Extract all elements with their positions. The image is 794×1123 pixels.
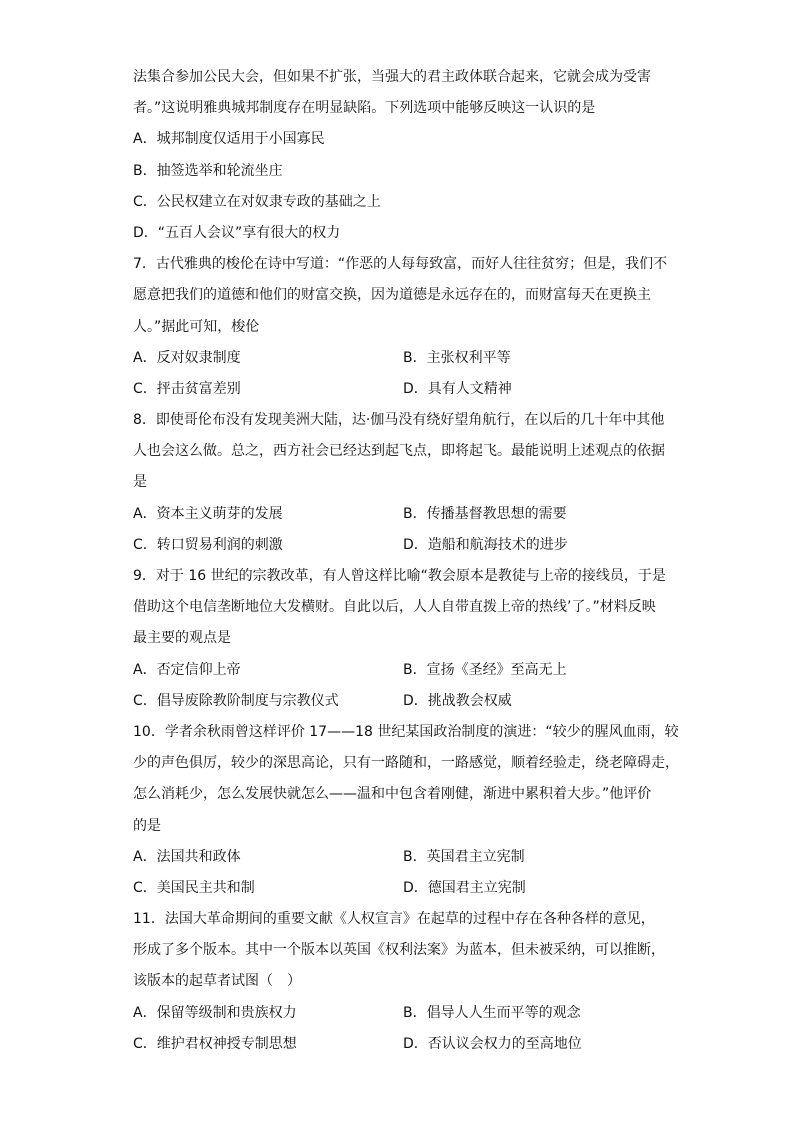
q6-option-b[interactable]: B．抽签选举和轮流坐庄 — [133, 162, 283, 179]
q7-stem-line: 人。”据此可知，梭伦 — [133, 318, 260, 335]
q7-option-d[interactable]: D．具有人文精神 — [403, 380, 512, 397]
q9-option-a[interactable]: A．否定信仰上帝 — [133, 661, 241, 678]
q10-stem-line: 的是 — [133, 817, 161, 834]
q6-option-c[interactable]: C．公民权建立在对奴隶专政的基础之上 — [133, 193, 381, 210]
q10-stem-line: 少的声色俱厉，较少的深思高论，只有一路随和，一路感觉，顺着经验走，绕老障碍走， — [133, 755, 679, 772]
q10-option-b[interactable]: B．英国君主立宪制 — [403, 848, 525, 865]
q11-option-c[interactable]: C．维护君权神授专制思想 — [133, 1035, 297, 1052]
q8-stem-line: 人也会这么做。总之，西方社会已经达到起飞点，即将起飞。最能说明上述观点的依据 — [133, 443, 665, 460]
q11-stem-line: 该版本的起草者试图（ ） — [133, 973, 301, 990]
q8-stem-line: 是 — [133, 474, 147, 491]
q10-options-row — [133, 873, 673, 904]
q10-stem-line: 怎么消耗少，怎么发展快就怎么——温和中包含着刚健，渐进中累积着大步。”他评价 — [133, 786, 652, 803]
q10-stem-line: 10．学者余秋雨曾这样评价 17——18 世纪某国政治制度的演进：“较少的腥风血雨，较 — [133, 723, 679, 740]
q9-option-c[interactable]: C．倡导废除教阶制度与宗教仪式 — [133, 692, 339, 709]
q11-option-d[interactable]: D．否认议会权力的至高地位 — [403, 1035, 582, 1052]
q7-stem-line: 愿意把我们的道德和他们的财富交换，因为道德是永远存在的，而财富每天在更换主 — [133, 287, 651, 304]
q7-options-row — [133, 374, 673, 405]
q7-option-c[interactable]: C．抨击贫富差别 — [133, 380, 241, 397]
q8-options-row — [133, 530, 673, 561]
q9-options-row — [133, 686, 673, 717]
q10-option-c[interactable]: C．美国民主共和制 — [133, 879, 255, 896]
q9-options-row — [133, 655, 673, 686]
q6-option-a[interactable]: A．城邦制度仅适用于小国寡民 — [133, 131, 325, 148]
q6-option-d[interactable]: D．“五百人会议”享有很大的权力 — [133, 224, 341, 241]
q8-options-row — [133, 499, 673, 530]
q11-option-b[interactable]: B．倡导人人生而平等的观念 — [403, 1004, 581, 1021]
q10-option-a[interactable]: A．法国共和政体 — [133, 848, 241, 865]
q8-option-a[interactable]: A．资本主义萌芽的发展 — [133, 505, 283, 522]
q10-options-row — [133, 842, 673, 873]
q8-option-d[interactable]: D．造船和航海技术的进步 — [403, 536, 568, 553]
q7-options-row — [133, 343, 673, 374]
q8-option-c[interactable]: C．转口贸易利润的刺激 — [133, 536, 283, 553]
q7-stem-line: 7．古代雅典的梭伦在诗中写道：“作恶的人每每致富，而好人往往贫穷；但是，我们不 — [133, 256, 668, 273]
q9-stem-line: 借助这个电信垄断地位大发横财。自此以后，人人自带直拨上帝的热线’了。”材料反映 — [133, 599, 656, 616]
q11-option-a[interactable]: A．保留等级制和贵族权力 — [133, 1004, 297, 1021]
q8-stem-line: 8．即使哥伦布没有发现美洲大陆，达·伽马没有绕好望角航行，在以后的几十年中其他 — [133, 412, 665, 429]
q6-stem-line: 者。”这说明雅典城邦制度存在明显缺陷。下列选项中能够反映这一认识的是 — [133, 100, 596, 117]
exam-page — [133, 62, 679, 1060]
q11-stem-line: 形成了多个版本。其中一个版本以英国《权利法案》为蓝本，但未被采纳，可以推断， — [133, 942, 665, 959]
q9-stem-line: 最主要的观点是 — [133, 630, 231, 647]
q9-stem-line: 9．对于 16 世纪的宗教改革，有人曾这样比喻“教会原本是教徒与上帝的接线员，于是 — [133, 568, 666, 584]
q11-stem-line: 11．法国大革命期间的重要文献《人权宣言》在起草的过程中存在各种各样的意见， — [133, 911, 655, 928]
q8-option-b[interactable]: B．传播基督教思想的需要 — [403, 505, 567, 522]
q9-option-d[interactable]: D．挑战教会权威 — [403, 692, 512, 709]
q6-stem-line: 法集合参加公民大会，但如果不扩张，当强大的君主政体联合起来，它就会成为受害 — [133, 69, 651, 85]
q9-option-b[interactable]: B．宣扬《圣经》至高无上 — [403, 661, 567, 678]
q11-options-row — [133, 1029, 673, 1060]
q7-option-a[interactable]: A．反对奴隶制度 — [133, 349, 241, 366]
q7-option-b[interactable]: B．主张权利平等 — [403, 349, 511, 366]
q11-options-row — [133, 998, 673, 1029]
q10-option-d[interactable]: D．德国君主立宪制 — [403, 879, 526, 896]
